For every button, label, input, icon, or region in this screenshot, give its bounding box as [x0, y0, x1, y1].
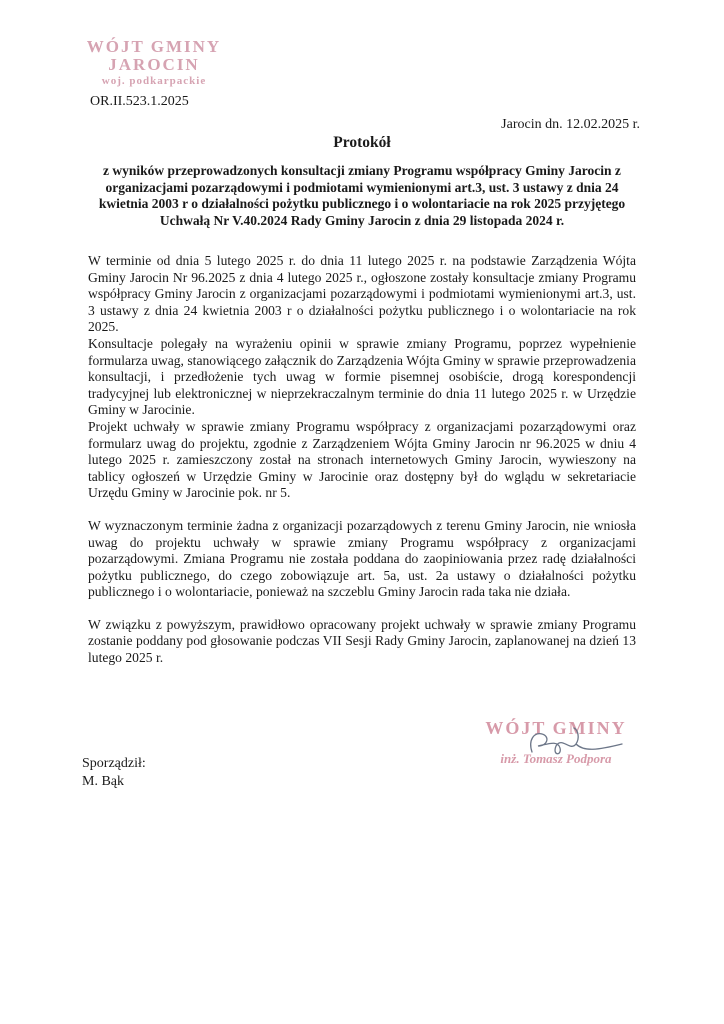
- prepared-by: [82, 755, 146, 791]
- stamp-line-2: JAROCIN: [108, 55, 200, 74]
- document-body: [88, 253, 636, 667]
- signature-stamp-name: inż. Tomasz Podpora: [500, 751, 612, 766]
- paragraph-1: W terminie od dnia 5 lutego 2025 r. do dnia 11 lutego 2025 r. na podstawie Zarządzenia Wójta Gminy Jarocin Nr 96.2025 z dnia 4 lutego 2025 r., ogłoszone zostały konsultacje zmiany Programu współpracy Gminy Jarocin z organizacjami pozarządowymi i podmiotami wymienionymi art.3, ust. 3 ustawy z dnia 24 kwietnia 2003 r o działalności pożytku publicznego i o wolontariacie na rok 2025.: [88, 253, 636, 335]
- document-subtitle: z wyników przeprowadzonych konsultacji zmiany Programu współpracy Gminy Jarocin z organizacjami pozarządowymi i podmiotami wymienionymi art.3, ust. 3 ustawy z dnia 24 kwietnia 2003 r o działalności pożytku publicznego i o wolontariacie na rok 2025 przyjętego Uchwałą Nr V.40.2024 Rady Gminy Jarocin z dnia 29 listopada 2024 r.: [98, 163, 626, 228]
- prepared-by-name: M. Bąk: [82, 774, 124, 789]
- place-date: Jarocin dn. 12.02.2025 r.: [501, 117, 640, 132]
- document-title: Protokół: [333, 134, 391, 151]
- stamp-line-3: woj. podkarpackie: [101, 75, 207, 87]
- reference-number: OR.II.523.1.2025: [90, 94, 189, 109]
- paragraph-2: Konsultacje polegały na wyrażeniu opinii w sprawie zmiany Programu, poprzez wypełnienie formularza uwag, stanowiącego załącznik do Zarządzenia Wójta Gminy w sprawie przeprowadzenia konsultacji, i przedłożenie tych uwag w formie pisemnej osobiście, drogą korespondencji tradycyjnej lub elektronicznej w nieprzekraczalnym terminie do dnia 11 lutego 2025 r. w Urzędzie Gminy w Jarocinie.: [88, 335, 636, 418]
- stamp-line-1: WÓJT GMINY: [86, 37, 222, 56]
- handwritten-signature: [518, 722, 638, 762]
- signature-stamp-title: WÓJT GMINY: [485, 718, 627, 738]
- paragraph-5: W związku z powyższym, prawidłowo opracowany projekt uchwały w sprawie zmiany Programu zostanie poddany pod głosowanie podczas VII Sesji Rady Gminy Jarocin, zaplanowanej na dzień 13 lutego 2025 r.: [88, 616, 636, 666]
- paragraph-3: Projekt uchwały w sprawie zmiany Programu współpracy z organizacjami pozarządowymi oraz formularz uwag do projektu, zgodnie z Zarządzeniem Wójta Gminy Jarocin nr 96.2025 w dniu 4 lutego 2025 r. zamieszczony został na stronach internetowych Gminy Jarocin, wywieszony na tablicy ogłoszeń w Urzędzie Gminy w Jarocinie oraz dostępny był do wglądu w sekretariacie Urzędu Gminy w Jarocinie pok. nr 5.: [88, 418, 636, 501]
- office-stamp: [74, 38, 234, 88]
- prepared-by-label: Sporządził:: [82, 756, 146, 771]
- paragraph-4: W wyznaczonym terminie żadna z organizacji pozarządowych z terenu Gminy Jarocin, nie wniosła uwag do projektu uchwały w sprawie zmiany Programu współpracy z organizacjami pozarządowymi. Zmiana Programu nie została poddana do zaopiniowania przez radę działalności pożytku publicznego, do czego zobowiązuje art. 5a, ust. 2a ustawy o działalności pożytku publicznego i o wolontariacie, ponieważ na szczeblu Gminy Jarocin rada taka nie działa.: [88, 517, 636, 600]
